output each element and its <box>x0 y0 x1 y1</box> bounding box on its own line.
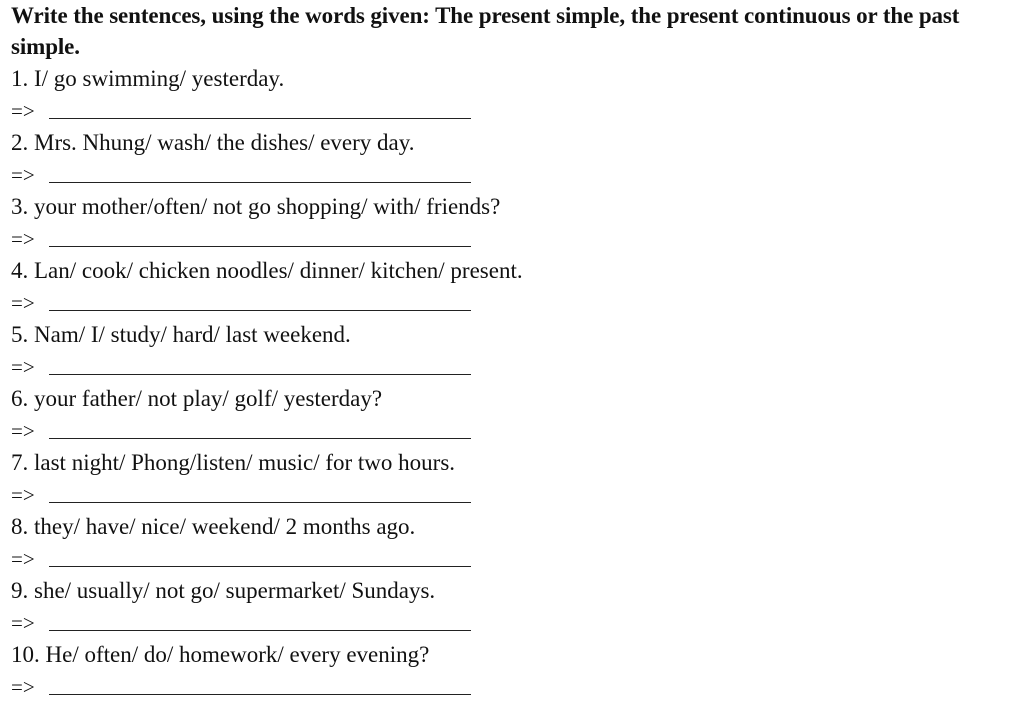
answer-arrow: => <box>11 355 35 379</box>
answer-arrow: => <box>11 419 35 443</box>
answer-arrow: => <box>11 99 35 123</box>
question-prompt: 1. I/ go swimming/ yesterday. <box>11 66 285 91</box>
question-item-7 <box>11 446 1021 510</box>
question-item-1 <box>11 62 1021 126</box>
answer-row <box>11 225 491 253</box>
instructions-heading: Write the sentences, using the words given: The present simple, the present continuous or the past simple. <box>11 3 960 59</box>
question-item-2 <box>11 126 1021 190</box>
question-prompt: 4. Lan/ cook/ chicken noodles/ dinner/ kitchen/ present. <box>11 258 523 283</box>
question-item-8 <box>11 510 1021 574</box>
question-item-6 <box>11 382 1021 446</box>
answer-line[interactable] <box>49 566 471 567</box>
answer-row <box>11 289 491 317</box>
answer-line[interactable] <box>49 310 471 311</box>
question-prompt: 3. your mother/often/ not go shopping/ with/ friends? <box>11 194 501 219</box>
question-prompt: 8. they/ have/ nice/ weekend/ 2 months ago. <box>11 514 416 539</box>
answer-row <box>11 161 491 189</box>
answer-line[interactable] <box>49 630 471 631</box>
worksheet <box>11 0 1021 702</box>
question-prompt: 2. Mrs. Nhung/ wash/ the dishes/ every day. <box>11 130 415 155</box>
answer-arrow: => <box>11 547 35 571</box>
question-prompt: 10. He/ often/ do/ homework/ every evening? <box>11 642 430 667</box>
answer-arrow: => <box>11 163 35 187</box>
answer-row <box>11 97 491 125</box>
answer-row <box>11 481 491 509</box>
answer-line[interactable] <box>49 118 471 119</box>
question-prompt: 5. Nam/ I/ study/ hard/ last weekend. <box>11 322 351 347</box>
answer-arrow: => <box>11 291 35 315</box>
answer-row <box>11 353 491 381</box>
answer-line[interactable] <box>49 438 471 439</box>
answer-arrow: => <box>11 611 35 635</box>
answer-line[interactable] <box>49 374 471 375</box>
answer-arrow: => <box>11 675 35 699</box>
question-prompt: 9. she/ usually/ not go/ supermarket/ Sundays. <box>11 578 436 603</box>
answer-row <box>11 673 491 701</box>
answer-row <box>11 609 491 637</box>
question-item-9 <box>11 574 1021 638</box>
question-list <box>11 62 1021 702</box>
answer-line[interactable] <box>49 694 471 695</box>
question-item-10 <box>11 638 1021 702</box>
answer-line[interactable] <box>49 502 471 503</box>
answer-row <box>11 417 491 445</box>
answer-line[interactable] <box>49 182 471 183</box>
question-prompt: 6. your father/ not play/ golf/ yesterday? <box>11 386 383 411</box>
answer-row <box>11 545 491 573</box>
question-item-4 <box>11 254 1021 318</box>
question-prompt: 7. last night/ Phong/listen/ music/ for two hours. <box>11 450 456 475</box>
answer-line[interactable] <box>49 246 471 247</box>
answer-arrow: => <box>11 483 35 507</box>
answer-arrow: => <box>11 227 35 251</box>
question-item-3 <box>11 190 1021 254</box>
question-item-5 <box>11 318 1021 382</box>
